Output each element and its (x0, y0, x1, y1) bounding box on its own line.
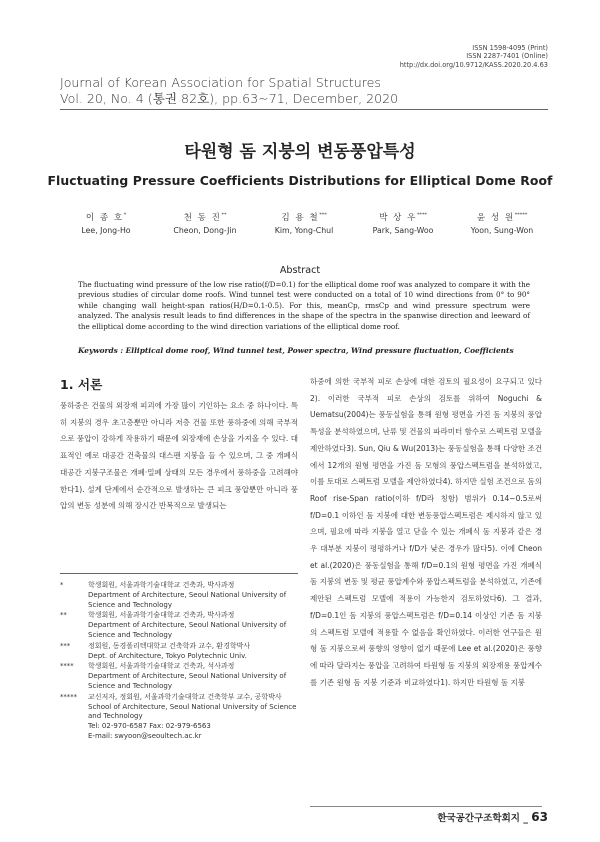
footnote-divider (60, 573, 298, 574)
footnote-1 (60, 581, 300, 610)
author-1-mark: * (123, 212, 127, 218)
footnote-3-line-1: 정회원, 동경폴리텍대학교 건축학과 교수, 환경학박사 (88, 641, 251, 650)
footnote-2-line-1: 학생회원, 서울과학기술대학교 건축과, 박사과정 (88, 611, 235, 620)
keywords: Keywords : Elliptical dome roof, Wind tunnel test, Power spectra, Wind pressure fluctuation, Coefficients (78, 346, 514, 355)
author-3-en: Kim, Yong-Chul (274, 225, 334, 235)
author-1 (58, 209, 154, 236)
author-1-ko: 이 종 호 (85, 212, 124, 223)
header-divider (60, 109, 548, 110)
footnote-1-line-2: Department of Architecture, Seoul National University of Science and Technology (88, 590, 287, 609)
footnote-1-line-1: 학생회원, 서울과학기술대학교 건축과, 박사과정 (88, 581, 235, 589)
footnote-5-line-3: Tel: 02-970-6587 Fax: 02-979-6563 (88, 722, 211, 731)
footnote-3 (60, 642, 300, 662)
abstract-heading: Abstract (279, 265, 321, 276)
footnote-5-line-4: E-mail: swyoon@seoultech.ac.kr (88, 731, 202, 740)
author-2 (157, 209, 253, 236)
intro-paragraph-right: 하중에 의한 국부적 피로 손상에 대한 검토의 필요성이 요구되고 있다2). 이러한 국부적 피로 손상의 검토를 위하여 Noguchi & Uematsu(2004)는 풍동실험을 통해 원형 평면을 가진 돔 지붕의 풍압 특성을 분석하였으며, 난류 및 건물의 파라미터 함수로 스펙트럼 모델을 제안하였다3). Sun, Qiu & Wu(2013)는 풍동실험을 통해 다양한 조건에서 12개의 원형 평면을 가진 돔 모형의 풍압스펙트럼을 분석하였고, 이를 토대로 스펙트럼 모델을 제안하였다4). 하지만 실험 조건으로 돔의 Roof rise-Span ratio(이하 f/D라 칭함) 범위가 0.14~0.5로써 f/D=0.1 이하인 돔 지붕에 대한 변동풍압스펙트럼은 제시하지 않고 있으며, 필요에 따라 지붕을 열고 닫을 수 있는 개폐식 돔 지붕과 같은 경우 대부분 지붕이 평평하거나 f/D가 낮은 경우가 많다5). 이에 Cheon et al.(2020)은 풍동실험을 통해 f/D=0.1의 원형 평면을 가진 개폐식 돔 지붕의 변동 및 평균 풍압계수와 풍압스펙트럼을 분석하였고, 기존에 제안된 스펙트럼 모델에 적용이 가능한지 검토하였다6). 그 결과, f/D=0.1인 돔 지붕의 풍압스펙트럼은 f/D=0.14 이상인 기존 돔 지붕의 스펙트럼 모델에 적용할 수 없음을 확인하였다. 이러한 연구들은 원형 돔 지붕으로써 풍향의 영향이 없기 때문에 Lee et al.(2020)은 풍향에 따라 달라지는 풍압을 고려하여 타원형 돔 지붕의 외장재용 풍압계수를 기존 원형 돔 지붕 기준과 비교하였다1). 하지만 타원형 돔 지붕 (310, 377, 543, 687)
footnote-5-line-1: 교신저자, 정회원, 서울과학기술대학교 건축학부 교수, 공학박사 (88, 692, 282, 701)
author-list (58, 209, 550, 236)
author-1-en: Lee, Jong-Ho (81, 225, 131, 235)
left-column (60, 374, 298, 515)
footnote-5 (60, 693, 300, 742)
author-3 (256, 209, 352, 236)
footnote-5-line-2: School of Architecture, Seoul National University of Science and Technology (88, 702, 297, 721)
footnote-2 (60, 611, 300, 640)
author-2-ko: 천 동 진 (183, 212, 222, 223)
footer-divider (310, 806, 542, 807)
title-korean: 타원형 돔 지붕의 변동풍압특성 (184, 142, 416, 162)
footnote-2-line-2: Department of Architecture, Seoul National University of Science and Technology (88, 621, 287, 639)
author-5 (454, 209, 550, 236)
footnote-1-mark: * (60, 581, 64, 589)
journal-info (60, 75, 398, 106)
issn-print: ISSN 1598-4095 (Print) (472, 44, 548, 52)
intro-paragraph-left: 풍하중은 건물의 외장재 피괴에 가장 많이 기인하는 요소 중 하나이다. 특히 지붕의 경우 초고층뿐만 아니라 저층 건물 또한 풍하중에 의해 국부적으로 풍압이 강하게 작용하기 때문에 외장재에 손상을 가져올 수 있다. 대표적인 예로 대공간 건축물의 대스팬 지붕을 들 수 있으며, 그 중 개폐식 대공간 지붕구조물은 개폐·밀폐 상태의 모든 경우에서 풍하중을 고려해야 한다1). 설계 단계에서 순간적으로 발생하는 큰 피크 풍압뿐만 아니라 풍압의 변동 성분에 의해 장시간 반복적으로 발생되는 (60, 401, 298, 511)
author-2-en: Cheon, Dong-Jin (173, 225, 237, 235)
footnote-4-mark: **** (60, 662, 74, 671)
right-column (310, 374, 542, 691)
author-3-mark: *** (319, 212, 327, 218)
author-3-ko: 김 용 철 (281, 212, 320, 223)
author-5-ko: 윤 성 원 (476, 212, 515, 223)
footnotes (60, 581, 300, 743)
author-4-mark: **** (416, 212, 427, 218)
footnote-3-line-2: Dept. of Architecture, Tokyo Polytechnic Univ. (88, 651, 247, 660)
issn-online: ISSN 2287-7401 (Online) (466, 52, 548, 61)
issn-block (400, 44, 548, 69)
footnote-5-mark: ***** (60, 692, 77, 701)
author-5-en: Yoon, Sung-Won (470, 225, 534, 235)
footnote-4-line-2: Department of Architecture, Seoul National University of Science and Technology (88, 672, 287, 690)
footnote-4 (60, 662, 300, 691)
author-4-en: Park, Sang-Woo (372, 225, 434, 235)
author-5-mark: ***** (514, 212, 528, 218)
abstract-text: The fluctuating wind pressure of the low rise ratio(f/D=0.1) for the elliptical dome roof was analyzed to compare it with the previous studies of circular dome roofs. Wind tunnel test were conducted on a total of 10 wind directions from 0° to 90° while changing wall height-span ratios(H/D=0.1-0.5). For this, meanCp, rmsCp and wind pressure spectrum were analyzed. The analysis result leads to find differences in the shape of the spectra in the spanwise direction and leeward of the elliptical dome according to the wind direction variations of the elliptical dome roof. (78, 280, 530, 331)
volume-line: Vol. 20, No. 4 (통권 82호), pp.63~71, December, 2020 (60, 90, 399, 106)
footer-journal: 한국공간구조학회지 (437, 813, 520, 824)
section-heading: 1. 서론 (60, 377, 103, 392)
page-footer: 한국공간구조학회지 _ 63 (437, 810, 548, 824)
footnote-2-mark: ** (60, 611, 67, 620)
title-english: Fluctuating Pressure Coefficients Distributions for Elliptical Dome Roof (47, 173, 553, 188)
doi-link[interactable]: http://dx.doi.org/10.9712/KASS.2020.20.4.63 (399, 60, 548, 69)
author-2-mark: ** (221, 212, 227, 218)
footnote-4-line-1: 학생회원, 서울과학기술대학교 건축과, 석사과정 (88, 662, 235, 671)
author-4-ko: 박 상 우 (379, 212, 417, 223)
page-number: 63 (531, 810, 548, 824)
author-4 (355, 209, 451, 236)
footnote-3-mark: *** (60, 641, 71, 650)
journal-name: Journal of Korean Association for Spatial Structures (60, 75, 381, 90)
